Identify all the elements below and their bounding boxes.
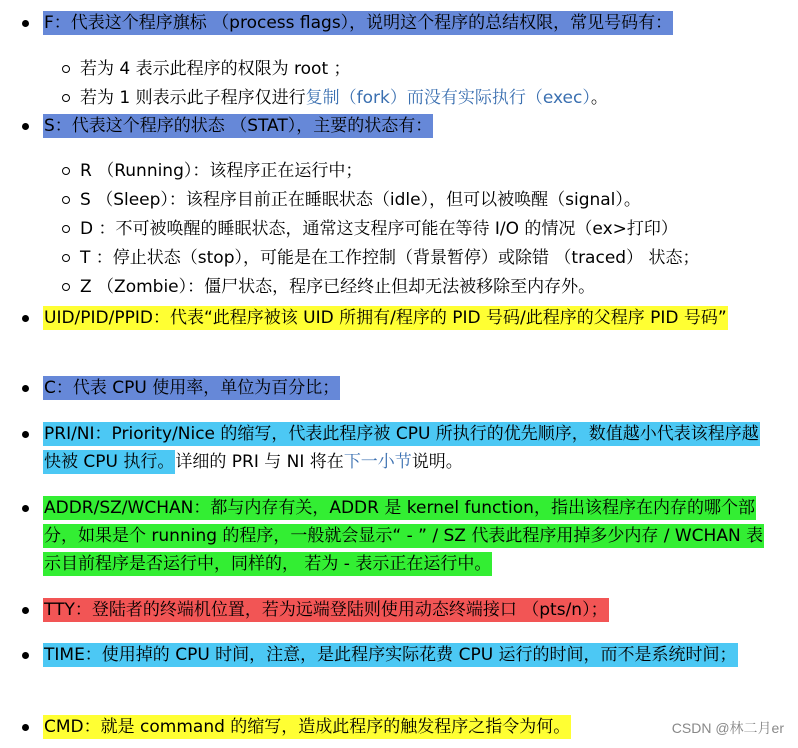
bullet-icon (22, 431, 29, 438)
circle-bullet-icon (62, 283, 70, 291)
circle-bullet-icon (62, 167, 70, 175)
circle-bullet-icon (62, 196, 70, 204)
fork-exec-link[interactable]: 复制（fork）而没有实际执行（exec） (305, 88, 591, 108)
bullet-icon (22, 20, 29, 27)
bullet-icon (22, 505, 29, 512)
bullet-icon (22, 385, 29, 392)
tty-text: TTY：登陆者的终端机位置，若为远端登陆则使用动态终端接口 （pts/n）； (44, 600, 608, 620)
watermark: CSDN @林二月er (671, 720, 784, 736)
addr-text: ADDR/SZ/WCHAN：都与内存有关，ADDR 是 kernel function，指出该程序在内存的哪个部分，如果是个 running 的程序，一般就会显示“ - ” / SZ 代表此程序用掉多少内存 / WCHAN 表示目前程序是否运行中，同样的， 若为 - 表示正在运行中。 (44, 498, 764, 574)
stat-text: S：代表这个程序的状态 （STAT），主要的状态有： (44, 116, 433, 136)
circle-bullet-icon (62, 65, 70, 73)
bullet-icon (22, 652, 29, 659)
cmd-text: CMD：就是 command 的缩写，造成此程序的触发程序之指令为何。 (44, 717, 571, 737)
stat-sub-item: T ：停止状态（stop），可能是在工作控制（背景暂停）或除错 （traced） 状态； (0, 244, 798, 272)
circle-bullet-icon (62, 254, 70, 262)
stat-sub-item: R （Running）：该程序正在运行中； (0, 157, 798, 185)
pri-ni-text: PRI/NI：Priority/Nice 的缩写，代表此程序被 CPU 所执行的优先顺序，数值越小代表该程序越快被 CPU 执行。 (44, 424, 759, 472)
stat-sub-item: Z （Zombie）：僵尸状态，程序已经终止但却无法被移除至内存外。 (0, 273, 798, 301)
circle-bullet-icon (62, 225, 70, 233)
bullet-icon (22, 607, 29, 614)
stat-sub-item: D ：不可被唤醒的睡眠状态，通常这支程序可能在等待 I/O 的情况（ex>打印） (0, 215, 798, 243)
stat-sub-item: S （Sleep）：该程序目前正在睡眠状态（idle），但可以被唤醒（signal）。 (0, 186, 798, 214)
bullet-icon (22, 315, 29, 322)
circle-bullet-icon (62, 94, 70, 102)
next-section-link[interactable]: 下一小节 (343, 452, 412, 472)
uid-text: UID/PID/PPID：代表“此程序被该 UID 所拥有/程序的 PID 号码/此程序的父程序 PID 号码” (44, 308, 727, 328)
flags-sub-item: 若为 1 则表示此子程序仅进行复制（fork）而没有实际执行（exec）。 (0, 84, 798, 112)
cpu-text: C：代表 CPU 使用率，单位为百分比； (44, 378, 340, 398)
flags-text: F：代表这个程序旗标 （process flags），说明这个程序的总结权限，常见号码有： (44, 13, 673, 33)
bullet-icon (22, 724, 29, 731)
time-text: TIME：使用掉的 CPU 时间，注意，是此程序实际花费 CPU 运行的时间，而不是系统时间； (44, 645, 737, 665)
flags-sub-item: 若为 4 表示此程序的权限为 root ； (0, 55, 798, 83)
bullet-icon (22, 123, 29, 130)
